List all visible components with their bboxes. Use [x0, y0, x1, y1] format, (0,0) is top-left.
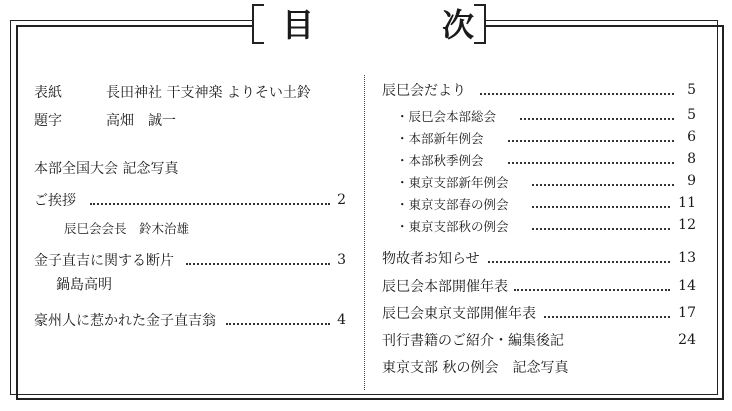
title-bracket-right: [474, 4, 486, 44]
title-bracket-left: [252, 4, 264, 44]
greeting-leader: [90, 203, 330, 205]
news-item-4: ・東京支部新年例会: [396, 175, 509, 190]
books-title: 刊行書籍のご紹介・編集後記: [382, 333, 564, 349]
fragment-author: 鍋島高明: [56, 277, 112, 293]
news-item-2-leader: [508, 140, 674, 142]
fragment-leader: [186, 263, 330, 265]
title-char-2: 次: [441, 6, 474, 44]
column-divider: [364, 75, 366, 390]
tokyo-history-leader: [544, 316, 670, 318]
title-char-1: 目: [282, 6, 315, 44]
attracted-leader: [226, 323, 330, 325]
news-item-4-leader: [532, 184, 674, 186]
attracted-title: 豪州人に惹かれた金子直吉翁: [34, 313, 216, 329]
tokyo-photo-title: 東京支部 秋の例会 記念写真: [382, 360, 569, 376]
news-item-5: ・東京支部春の例会: [396, 197, 509, 212]
news-item-1-page: 5: [687, 107, 696, 123]
news-item-3: ・本部秋季例会: [396, 153, 484, 168]
obituary-page: 13: [678, 250, 696, 266]
national-meeting-photo: 本部全国大会 記念写真: [34, 161, 179, 177]
news-item-6: ・東京支部秋の例会: [396, 219, 509, 234]
hq-history-title: 辰巳会本部開催年表: [382, 279, 508, 295]
fragment-page: 3: [337, 252, 346, 268]
news-item-5-page: 11: [678, 195, 696, 211]
toc-title: [252, 0, 486, 46]
attracted-page: 4: [337, 312, 346, 328]
news-item-1-leader: [520, 118, 674, 120]
news-item-6-page: 12: [678, 217, 696, 233]
cover-text: 長田神社 干支神楽 よりそい土鈴: [106, 85, 311, 101]
news-item-3-page: 8: [687, 151, 696, 167]
calligraphy-text: 高畑 誠一: [106, 113, 176, 129]
hq-history-leader: [514, 289, 670, 291]
news-item-5-leader: [532, 206, 670, 208]
obituary-title: 物故者お知らせ: [382, 251, 480, 267]
news-leader: [480, 93, 674, 95]
cover-label: 表紙: [34, 85, 62, 101]
inner-frame: [16, 25, 724, 400]
news-title: 辰巳会だより: [382, 83, 466, 99]
greeting-page: 2: [337, 192, 346, 208]
greeting-title: ご挨拶: [34, 193, 76, 209]
news-item-6-leader: [532, 228, 670, 230]
obituary-leader: [488, 261, 670, 263]
greeting-author: 辰巳会会長 鈴木治雄: [64, 221, 190, 236]
news-page: 5: [687, 82, 696, 98]
tokyo-history-title: 辰巳会東京支部開催年表: [382, 306, 536, 322]
news-item-3-leader: [508, 162, 674, 164]
news-item-2-page: 6: [687, 129, 696, 145]
news-item-4-page: 9: [687, 173, 696, 189]
news-item-2: ・本部新年例会: [396, 131, 484, 146]
hq-history-page: 14: [678, 278, 696, 294]
books-page: 24: [678, 332, 696, 348]
news-item-1: ・辰巳会本部総会: [396, 109, 497, 124]
calligraphy-label: 題字: [34, 113, 62, 129]
tokyo-history-page: 17: [678, 305, 696, 321]
fragment-title: 金子直吉に関する断片: [34, 253, 174, 269]
